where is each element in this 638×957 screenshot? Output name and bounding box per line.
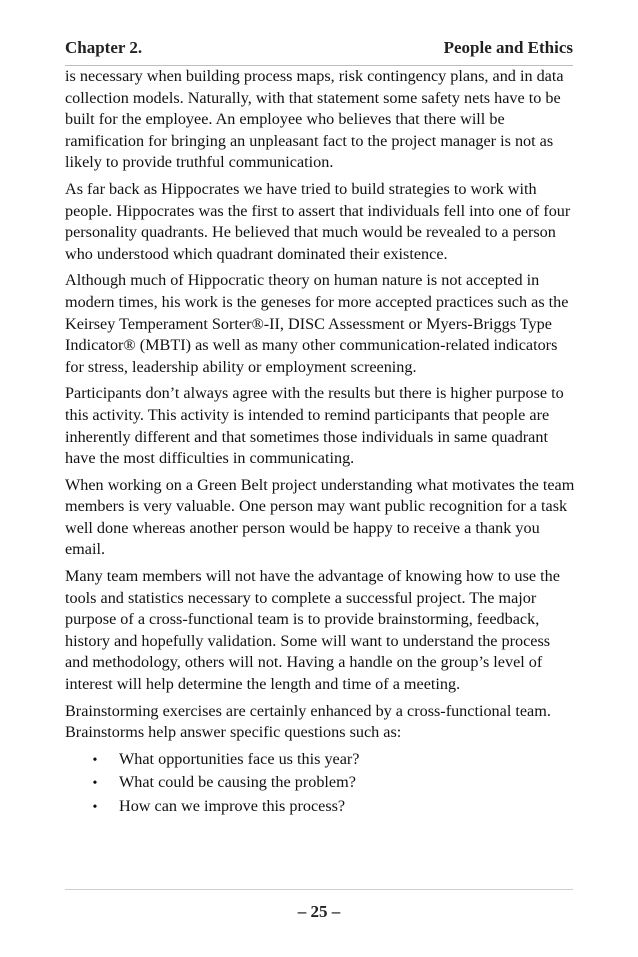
- paragraph: Participants don’t always agree with the results but there is higher purpose to this activity. This activity is intended to remind participants that people are inherently different and that sometimes those individuals in same quadrant have the most difficulties in communicating.: [65, 384, 564, 468]
- list-item-text: How can we improve this process?: [119, 797, 346, 815]
- list-item-text: What opportunities face us this year?: [119, 749, 360, 768]
- paragraph: When working on a Green Belt project understanding what motivates the team members is very valuable. One person may want public recognition for a task well done whereas another person would be happy to receive a thank you email.: [65, 475, 575, 559]
- bullet-icon: •: [92, 800, 98, 815]
- paragraph: Although much of Hippocratic theory on human nature is not accepted in modern times, his work is the geneses for more accepted practices such as the Keirsey Temperament Sorter®-II, DISC Assessment or Myers-Briggs Type Indicator® (MBTI) as well as many other communication-related indicators for stress, leadership ability or employment screening.: [65, 271, 569, 376]
- list-item-text: What could be causing the problem?: [119, 773, 356, 792]
- bullet-icon: •: [92, 752, 98, 768]
- bullet-icon: •: [92, 776, 98, 792]
- paragraph: is necessary when building process maps, risk contingency plans, and in data collection models. Naturally, with that statement some safety nets have to be built for the employee. An employee who believes that there will be ramification for bringing an unpleasant fact to the project manager is not as likely to provide truthful communication.: [65, 67, 564, 172]
- paragraph: Brainstorming exercises are certainly enhanced by a cross-functional team. Brainstorms help answer specific questions such as:: [65, 701, 551, 742]
- footer-divider: [65, 889, 573, 890]
- body-text: [65, 66, 577, 820]
- bullet-list: [65, 749, 577, 819]
- list-item: [65, 772, 577, 795]
- paragraph: As far back as Hippocrates we have tried to build strategies to work with people. Hippocrates was the first to assert that individuals fell into one of four personality quadrants. He believed that much would be revealed to a person who understood which quadrant dominated their existence.: [65, 179, 571, 263]
- list-item: [65, 749, 577, 772]
- page-number: – 25 –: [297, 902, 341, 921]
- section-title: People and Ethics: [443, 38, 573, 57]
- paragraph: Many team members will not have the advantage of knowing how to use the tools and statistics necessary to complete a successful project. The major purpose of a cross-functional team is to provide brainstorming, feedback, history and hopefully validation. Some will want to understand the process and methodology, others will not. Having a handle on the group’s level of interest will help determine the length and time of a meeting.: [65, 567, 560, 694]
- running-header: [65, 38, 573, 66]
- list-item: [65, 796, 577, 819]
- chapter-label: Chapter 2.: [65, 38, 143, 57]
